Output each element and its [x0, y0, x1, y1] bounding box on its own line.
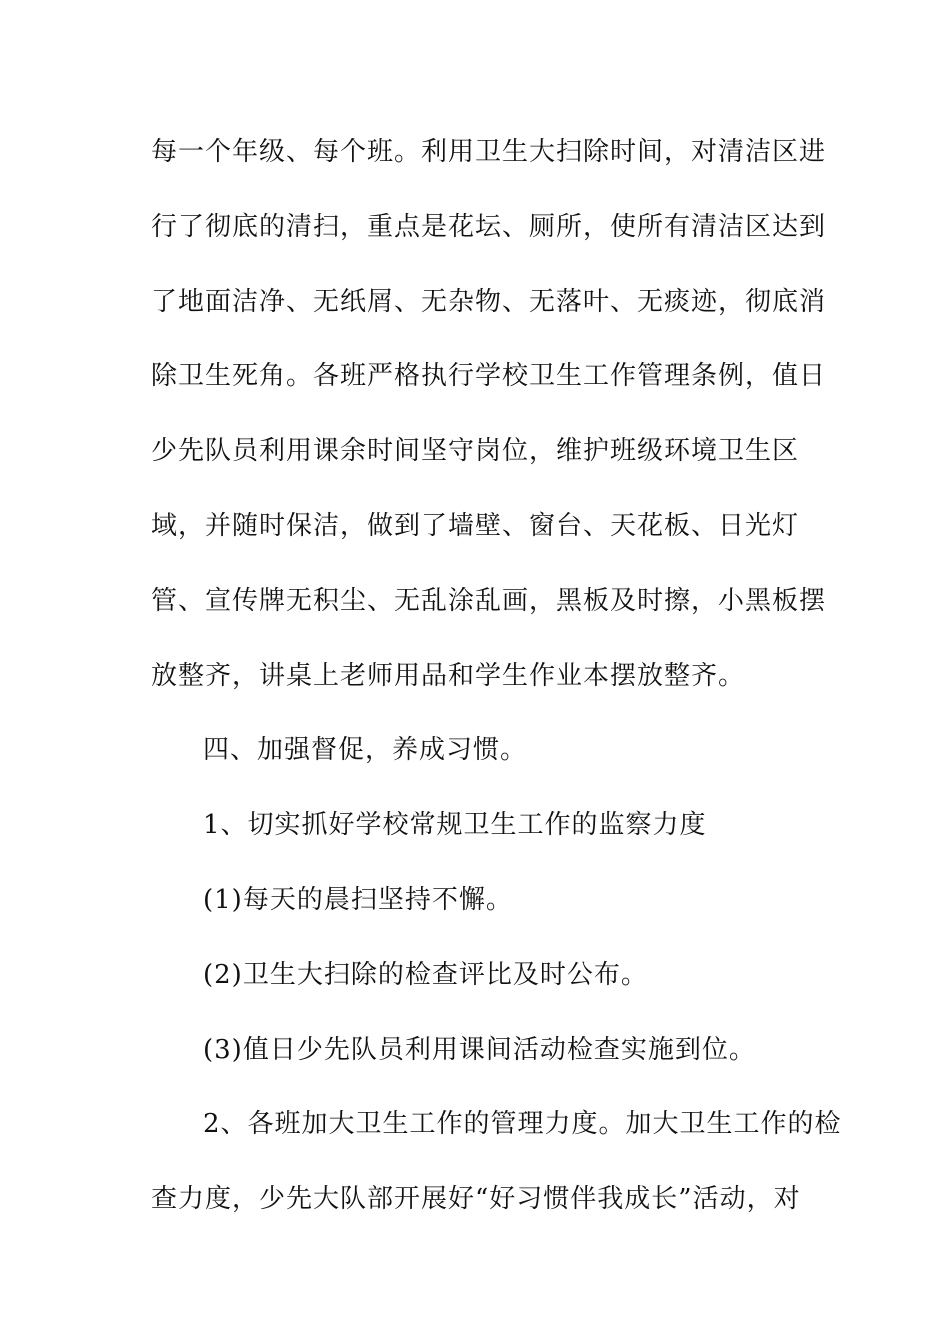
text-line: 每一个年级、每个班。利用卫生大扫除时间，对清洁区进 — [151, 137, 827, 167]
sub-list-item: (3)值日少先队员利用课间活动检查实施到位。 — [203, 1034, 756, 1065]
sub-list-item: (2)卫生大扫除的检查评比及时公布。 — [203, 959, 648, 990]
text-line: 查力度，少先大队部开展好“好习惯伴我成长”活动，对 — [151, 1184, 801, 1215]
text-line: 管、宣传牌无积尘、无乱涂乱画，黑板及时擦，小黑板摆 — [151, 585, 827, 616]
document-body — [151, 128, 842, 1250]
text-line: 放整齐，讲桌上老师用品和学生作业本摆放整齐。 — [151, 660, 746, 691]
text-line: 行了彻底的清扫，重点是花坛、厕所，使所有清洁区达到 — [151, 211, 827, 242]
text-line: 除卫生死角。各班严格执行学校卫生工作管理条例，值日 — [151, 361, 827, 392]
list-item: 2、各班加大卫生工作的管理力度。加大卫生工作的检 — [203, 1109, 842, 1140]
text-line: 域，并随时保洁，做到了墙壁、窗台、天花板、日光灯 — [151, 510, 800, 541]
list-item: 1、切实抓好学校常规卫生工作的监察力度 — [203, 810, 707, 841]
text-line: 少先队员利用课余时间坚守岗位，维护班级环境卫生区 — [151, 436, 800, 467]
section-heading: 四、加强督促，养成习惯。 — [203, 735, 528, 766]
text-line: 了地面洁净、无纸屑、无杂物、无落叶、无痰迹，彻底消 — [151, 286, 827, 317]
sub-list-item: (1)每天的晨扫坚持不懈。 — [203, 884, 513, 915]
